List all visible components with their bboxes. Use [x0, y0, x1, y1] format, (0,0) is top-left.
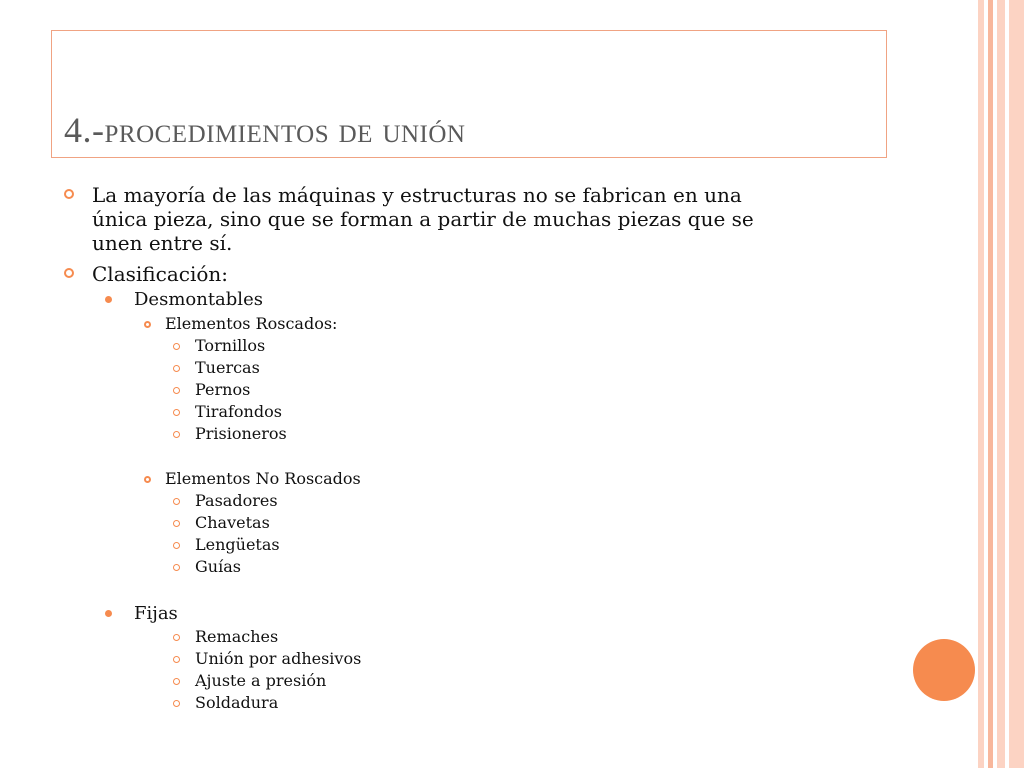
ring-bullet-icon [144, 476, 151, 483]
title-number: 4.- [64, 110, 105, 150]
list-item: Tornillos [195, 336, 266, 355]
list-item: Chavetas [195, 513, 270, 532]
list-item: Pasadores [195, 491, 278, 510]
small-ring-icon [173, 498, 180, 505]
list-item: Pernos [195, 380, 251, 399]
small-ring-icon [173, 678, 180, 685]
dot-bullet-icon [105, 296, 112, 303]
desmontables-label: Desmontables [134, 289, 263, 310]
decor-circle [913, 639, 975, 701]
bullet-line: unen entre sí. [92, 231, 233, 255]
ring-bullet-icon [64, 189, 74, 199]
ring-bullet-icon [64, 268, 74, 278]
small-ring-icon [173, 634, 180, 641]
small-ring-icon [173, 700, 180, 707]
bullet-line: única pieza, sino que se forman a partir de muchas piezas que se [92, 207, 754, 231]
list-item: Unión por adhesivos [195, 649, 362, 668]
roscados-label: Elementos Roscados: [165, 314, 338, 333]
clasificacion-label: Clasificación: [92, 262, 229, 286]
fijas-label: Fijas [134, 603, 178, 624]
dot-bullet-icon [105, 610, 112, 617]
no-roscados-label: Elementos No Roscados [165, 469, 361, 488]
list-item: Soldadura [195, 693, 279, 712]
list-item: Guías [195, 557, 241, 576]
small-ring-icon [173, 564, 180, 571]
list-item: Remaches [195, 627, 279, 646]
list-item: Lengüetas [195, 535, 280, 554]
ring-bullet-icon [144, 321, 151, 328]
list-item: Tuercas [195, 358, 260, 377]
small-ring-icon [173, 409, 180, 416]
list-item: Tirafondos [195, 402, 282, 421]
bullet-line: La mayoría de las máquinas y estructuras no se fabrican en una [92, 183, 742, 207]
small-ring-icon [173, 343, 180, 350]
small-ring-icon [173, 387, 180, 394]
small-ring-icon [173, 656, 180, 663]
list-item: Ajuste a presión [195, 671, 327, 690]
list-item: Prisioneros [195, 424, 287, 443]
small-ring-icon [173, 542, 180, 549]
small-ring-icon [173, 520, 180, 527]
title-text: procedimientos de unión [104, 110, 466, 150]
small-ring-icon [173, 365, 180, 372]
small-ring-icon [173, 431, 180, 438]
